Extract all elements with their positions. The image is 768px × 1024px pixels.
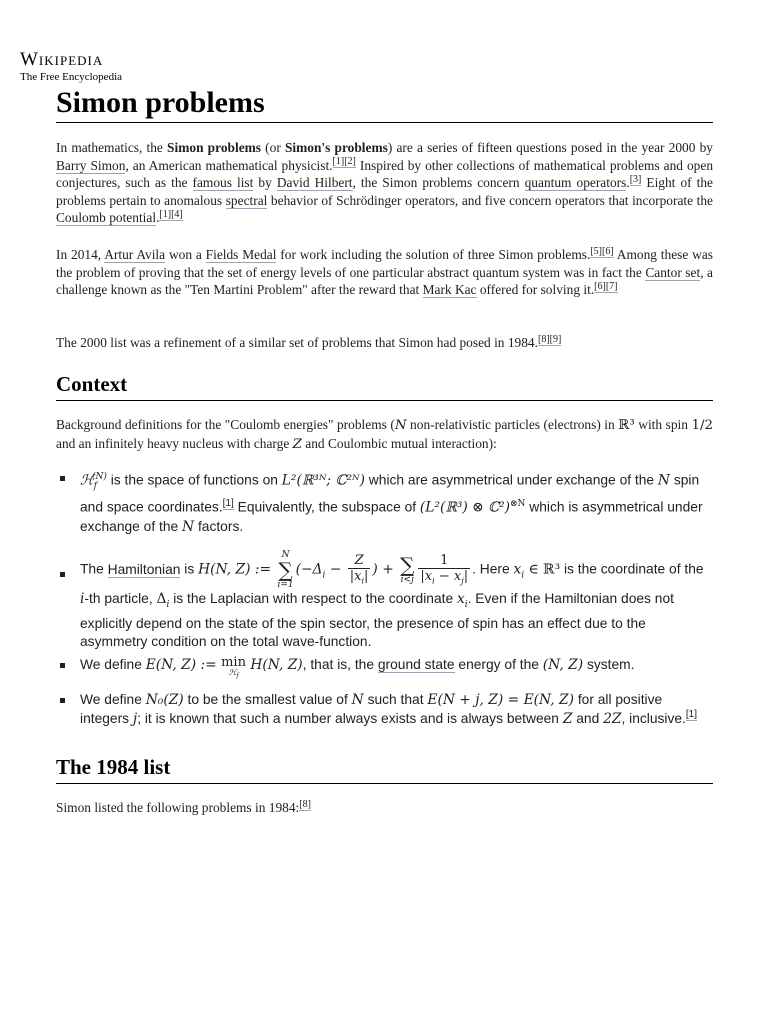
bullet-icon: [60, 663, 65, 668]
wikipedia-logo[interactable]: [20, 50, 122, 84]
intro-paragraph-1: In mathematics, the Simon problems (or Simon's problems) are a series of fifteen questions posed in the year 2000 by Barry Simon, an American mathematical physicist.[1][2] Inspired by other collections of mathematical problems and open conjectures, such as the famous list by David Hilbert, the Simon problems concern quantum operators.[3] Eight of the problems pertain to anomalous spectral behavior of Schrödinger operators, and five concern operators that incorporate the Coulomb potential.[1][4]: [56, 140, 714, 226]
citation-9[interactable]: [9]: [549, 333, 562, 345]
link-cantor-set[interactable]: Cantor set: [645, 264, 701, 280]
logo-wordmark: Wikipedia: [20, 49, 104, 70]
page-title: Simon problems: [56, 84, 713, 123]
link-david-hilbert[interactable]: David Hilbert: [276, 175, 353, 191]
citation-6[interactable]: [6]: [602, 245, 614, 257]
citation-6b[interactable]: [6]: [594, 280, 606, 292]
citation-1b[interactable]: [1]: [159, 208, 172, 220]
list1984-paragraph: Simon listed the following problems in 1984:[8]: [56, 798, 311, 815]
link-quantum-operators[interactable]: quantum operators: [524, 175, 627, 191]
bullet-icon: [60, 572, 65, 577]
citation-1c[interactable]: [1]: [222, 498, 234, 510]
context-paragraph: Background definitions for the "Coulomb energies" problems (N non-relativistic particles (electrons) in ℝ³ with spin 1/2 and an infinitely heavy nucleus with charge Z and Coulombic mutual interaction):: [56, 417, 714, 452]
citation-1[interactable]: [1]: [332, 156, 345, 168]
bullet-icon: [60, 476, 65, 481]
heading-1984-list: The 1984 list: [56, 753, 713, 784]
link-barry-simon[interactable]: Barry Simon: [56, 157, 126, 173]
link-hamiltonian[interactable]: Hamiltonian: [107, 561, 181, 577]
link-fields-medal[interactable]: Fields Medal: [205, 247, 277, 262]
citation-2[interactable]: [2]: [344, 156, 356, 168]
list-item: The Hamiltonian is H(N, Z) := N ∑ i=1 ($-\Delta_i$ − $\frac{Z}{|x_i|}$ ) + ∑ i<j $\frac{1}{|x_i - x_j|}$ . Here $x_i$ ∈ ℝ³ is the coordinate of the i-th particle, $\Delta_i$ is the Laplacian with respect to the coordinate $x_i$. Even if the Hamiltonian does not explicitly depend on the state of the spin sector, the presence of spin has an effect due to the asymmetry condition on the total wave-function.: [80, 550, 713, 650]
intro-paragraph-2: In 2014, Artur Avila won a Fields Medal for work including the solution of three Simon problems.[5][6] Among these was the problem of proving that the set of energy levels of one particular abstract quantum system was in fact the Cantor set, a challenge known as the "Ten Martini Problem" after the reward that Mark Kac offered for solving it.[6][7]: [56, 245, 714, 298]
link-famous-list[interactable]: famous list: [192, 175, 254, 191]
citation-8[interactable]: [8]: [537, 333, 550, 345]
citation-8b[interactable]: [8]: [299, 798, 311, 810]
citation-4[interactable]: [4]: [171, 208, 183, 220]
list-item: We define E(N, Z) := min ℋ$_f$ H(N, Z), that is, the ground state energy of the (N, Z) system.: [80, 656, 713, 681]
link-ground-state[interactable]: ground state: [377, 657, 455, 673]
summation-symbol: ∑ i<j: [400, 553, 415, 586]
citation-1d[interactable]: [1]: [685, 709, 698, 721]
list-item: We define N₀(Z) to be the smallest value of N such that E(N + j, Z) = E(N, Z) for all positive integers j; it is known that such a number always exists and is always between Z and 2Z, inclusive.[1]: [80, 691, 713, 729]
context-definitions-list: [80, 469, 713, 741]
bullet-icon: [60, 698, 65, 703]
citation-3[interactable]: [3]: [629, 173, 642, 185]
citation-7[interactable]: [7]: [605, 280, 618, 292]
citation-5[interactable]: [5]: [590, 245, 603, 257]
heading-context: Context: [56, 370, 713, 401]
fraction-one-over-xij: $\frac{1}{|x_i - x_j|}$: [420, 552, 469, 586]
list-item: ℋ$_f^{(N)}$ is the space of functions on L²(ℝ³ᴺ; ℂ²ᴺ) which are asymmetrical under exchange of the N spin and space coordinates.[1] Equivalently, the subspace of (L²(ℝ³) ⊗ ℂ²)$^{\otimes N}$ which is asymmetrical under exchange of the N factors.: [80, 469, 713, 536]
fraction-z-over-x: $\frac{Z}{|x_i|}$: [349, 552, 369, 586]
summation-symbol: N ∑ i=1: [277, 550, 294, 591]
link-mark-kac[interactable]: Mark Kac: [422, 282, 477, 298]
link-coulomb-potential[interactable]: Coulomb potential: [56, 210, 157, 226]
logo-tagline: The Free Encyclopedia: [20, 71, 123, 83]
link-spectral[interactable]: spectral: [225, 192, 268, 208]
intro-paragraph-3: The 2000 list was a refinement of a similar set of problems that Simon had posed in 1984.[8][9]: [56, 333, 562, 350]
link-artur-avila[interactable]: Artur Avila: [104, 247, 166, 262]
